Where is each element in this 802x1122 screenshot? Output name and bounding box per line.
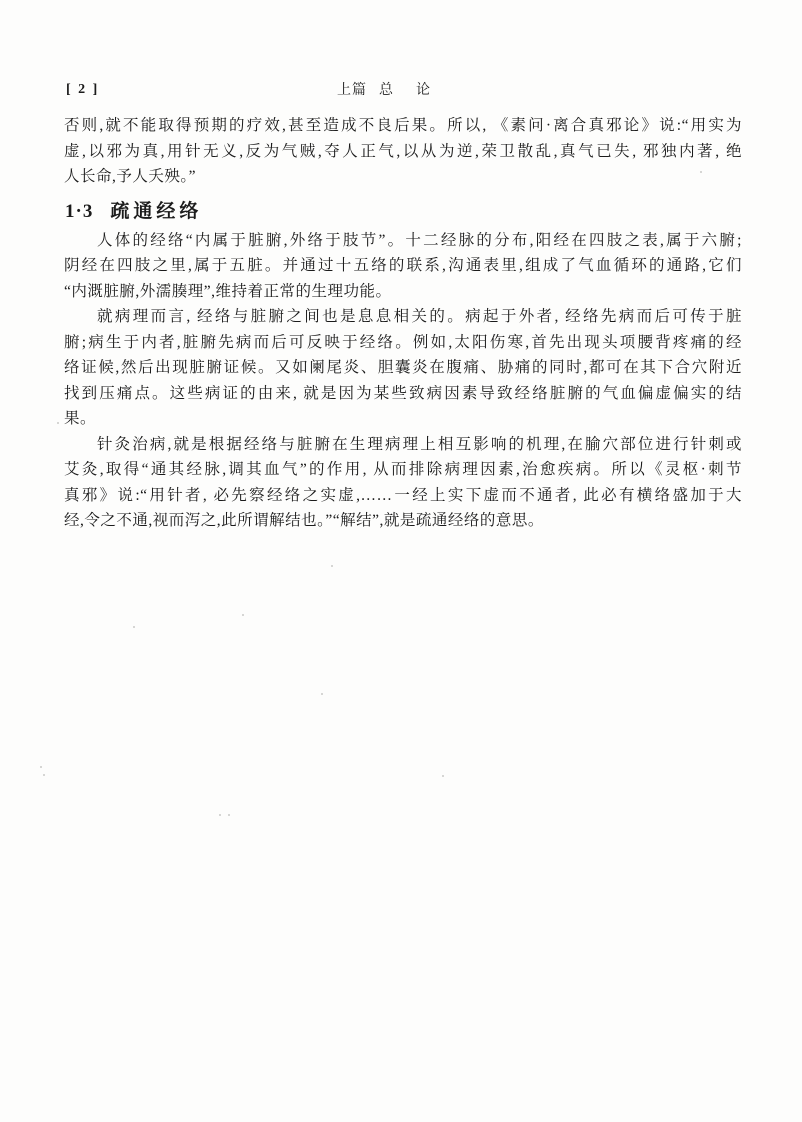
text-line: 针灸治病,就是根据经络与脏腑在生理病理上相互影响的机理,在腧穴部位进行针刺或 — [97, 435, 742, 453]
text-block — [64, 113, 742, 534]
paragraph — [64, 432, 742, 534]
text-line: 络证候,然后出现脏腑证候。又如阑尾炎、胆囊炎在腹痛、胁痛的同时,都可在其下合穴附近 — [64, 359, 742, 376]
text-line: 艾灸,取得“通其经脉,调其血气”的作用, 从而排除病理因素,治愈疾病。所以《灵枢·刺节 — [64, 461, 742, 478]
text-line: 人长命,予人夭殃。” — [64, 168, 197, 185]
section-number: 1·3 — [65, 200, 94, 222]
scan-speck — [242, 614, 244, 616]
running-title — [337, 82, 431, 100]
text-line: 就病理而言, 经络与脏腑之间也是息息相关的。病起于外者, 经络先病而后可传于脏 — [97, 308, 742, 325]
scan-speck — [442, 775, 444, 777]
text-line: 真邪》说:“用针者, 必先察经络之实虚,……一经上实下虚而不通者, 此必有横络盛加于大 — [64, 486, 742, 504]
section-heading — [65, 199, 742, 225]
page-header — [64, 80, 742, 100]
section-title: 疏通经络 — [110, 200, 203, 222]
paragraph — [64, 304, 742, 432]
scan-speck — [133, 626, 135, 628]
text-line: 腑;病生于内者,脏腑先病而后可反映于经络。例如,太阳伤寒,首先出现头项腰背疼痛的经 — [64, 333, 742, 351]
running-title-part-volume: 上篇 — [337, 83, 367, 98]
paragraph — [64, 113, 742, 190]
scan-speck — [228, 814, 230, 816]
text-line: 阴经在四肢之里,属于五脏。并通过十五络的联系,沟通表里,组成了气血循环的通路,它们 — [64, 257, 742, 274]
running-title-part-lun: 论 — [416, 83, 431, 98]
scan-speck — [219, 814, 221, 816]
page-number: [ 2 ] — [66, 82, 100, 97]
text-line: 果。 — [64, 410, 97, 427]
paragraph — [64, 228, 742, 305]
text-line: “内溉脏腑,外濡腠理”,维持着正常的生理功能。 — [64, 282, 392, 300]
scan-speck — [40, 766, 42, 768]
scan-speck — [57, 422, 59, 424]
text-line: 否则,就不能取得预期的疗效,甚至造成不良后果。所以, 《素问·离合真邪论》说:“用实为 — [64, 117, 742, 134]
text-line: 人体的经络“内属于脏腑,外络于肢节”。十二经脉的分布,阳经在四肢之表,属于六腑; — [97, 231, 742, 249]
scan-speck — [43, 774, 45, 776]
scan-speck — [321, 693, 323, 695]
scan-speck — [700, 171, 702, 173]
text-line: 找到压痛点。这些病证的由来, 就是因为某些致病因素导致经络脏腑的气血偏虚偏实的结 — [64, 384, 742, 402]
text-line: 经,令之不通,视而泻之,此所谓解结也。”“解结”,就是疏通经络的意思。 — [64, 512, 544, 529]
running-title-part-zong: 总 — [379, 83, 394, 98]
text-line: 虚,以邪为真,用针无义,反为气贼,夺人正气,以从为逆,荣卫散乱,真气已失, 邪独内著, 绝 — [64, 142, 742, 160]
scan-speck — [331, 565, 333, 567]
